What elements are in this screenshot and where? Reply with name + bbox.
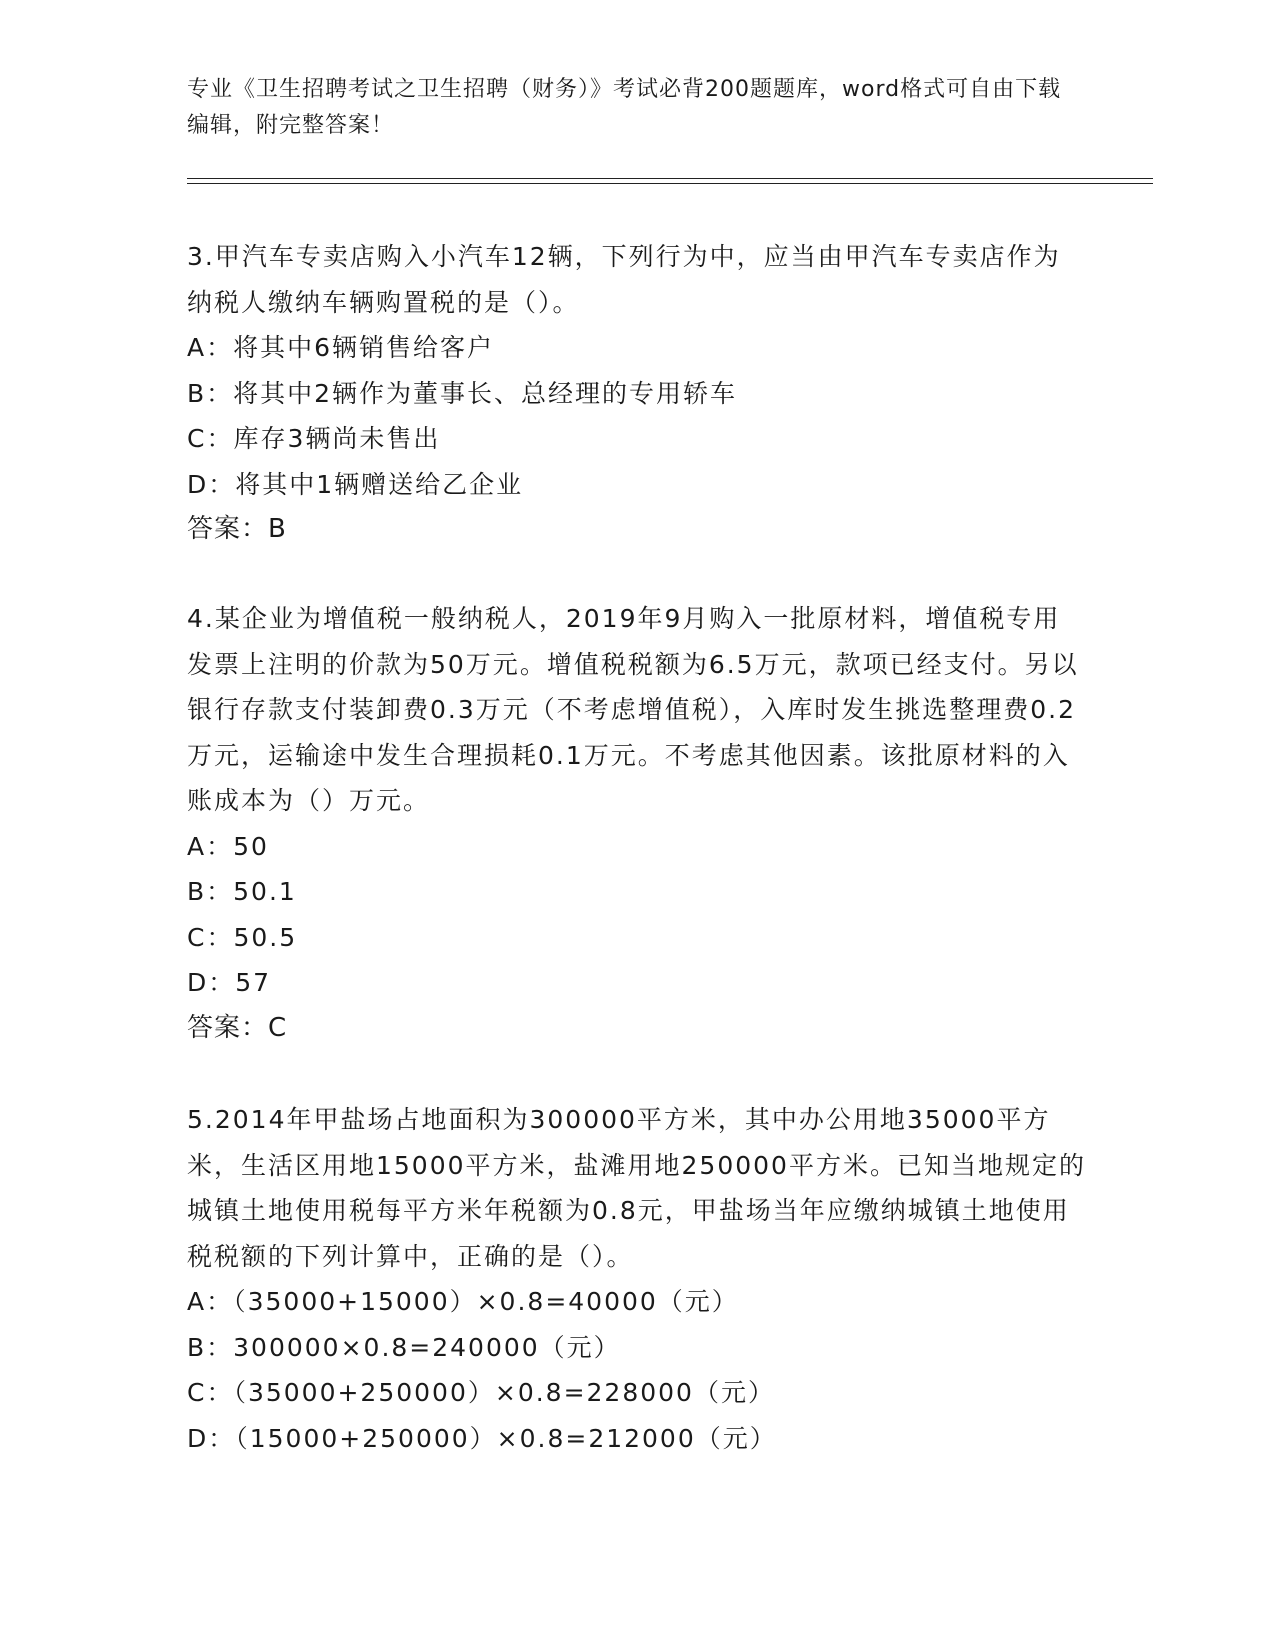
option-b: B：50.1 <box>187 877 297 906</box>
question-stem: 4.某企业为增值税一般纳税人，2019年9月购入一批原材料，增值税专用发票上注明的价款为50万元。增值税税额为6.5万元，款项已经支付。另以银行存款支付装卸费0.3万元（不考虑增值税），入库时发生挑选整理费0.2万元，运输途中发生合理损耗0.1万元。不考虑其他因素。该批原材料的入账成本为（）万元。 <box>187 604 1079 815</box>
answer-label: 答案：C <box>187 1012 288 1043</box>
document-header <box>187 72 1067 144</box>
option-c: C：（35000+250000）×0.8=228000（元） <box>187 1378 775 1407</box>
header-divider-bottom <box>187 183 1153 184</box>
header-text: 专业《卫生招聘考试之卫生招聘（财务）》考试必背200题题库，word格式可自由下载编辑，附完整答案！ <box>187 77 1062 138</box>
option-a: A：50 <box>187 831 269 861</box>
answer-label: 答案：B <box>187 514 287 544</box>
question-stem: 3.甲汽车专卖店购入小汽车12辆，下列行为中，应当由甲汽车专卖店作为纳税人缴纳车辆购置税的是（）。 <box>187 242 1061 317</box>
option-b: B：300000×0.8=240000（元） <box>187 1332 621 1362</box>
option-c: C：库存3辆尚未售出 <box>187 424 441 453</box>
option-d: D：将其中1辆赠送给乙企业 <box>187 469 524 499</box>
option-c: C：50.5 <box>187 922 298 952</box>
option-a: A：（35000+15000）×0.8=40000（元） <box>187 1287 739 1316</box>
option-b: B：将其中2辆作为董事长、总经理的专用轿车 <box>187 378 738 408</box>
option-a: A：将其中6辆销售给客户 <box>187 333 495 362</box>
question-5 <box>187 1097 1087 1461</box>
option-d: D：57 <box>187 968 272 997</box>
header-divider-top <box>187 178 1153 179</box>
question-stem: 5.2014年甲盐场占地面积为300000平方米，其中办公用地35000平方米，生活区用地15000平方米，盐滩用地250000平方米。已知当地规定的城镇土地使用税每平方米年税额为0.8元，甲盐场当年应缴纳城镇土地使用税税额的下列计算中，正确的是（）。 <box>187 1105 1086 1271</box>
option-d: D：（15000+250000）×0.8=212000（元） <box>187 1423 777 1453</box>
question-3 <box>187 234 1087 553</box>
question-4 <box>187 596 1087 1051</box>
